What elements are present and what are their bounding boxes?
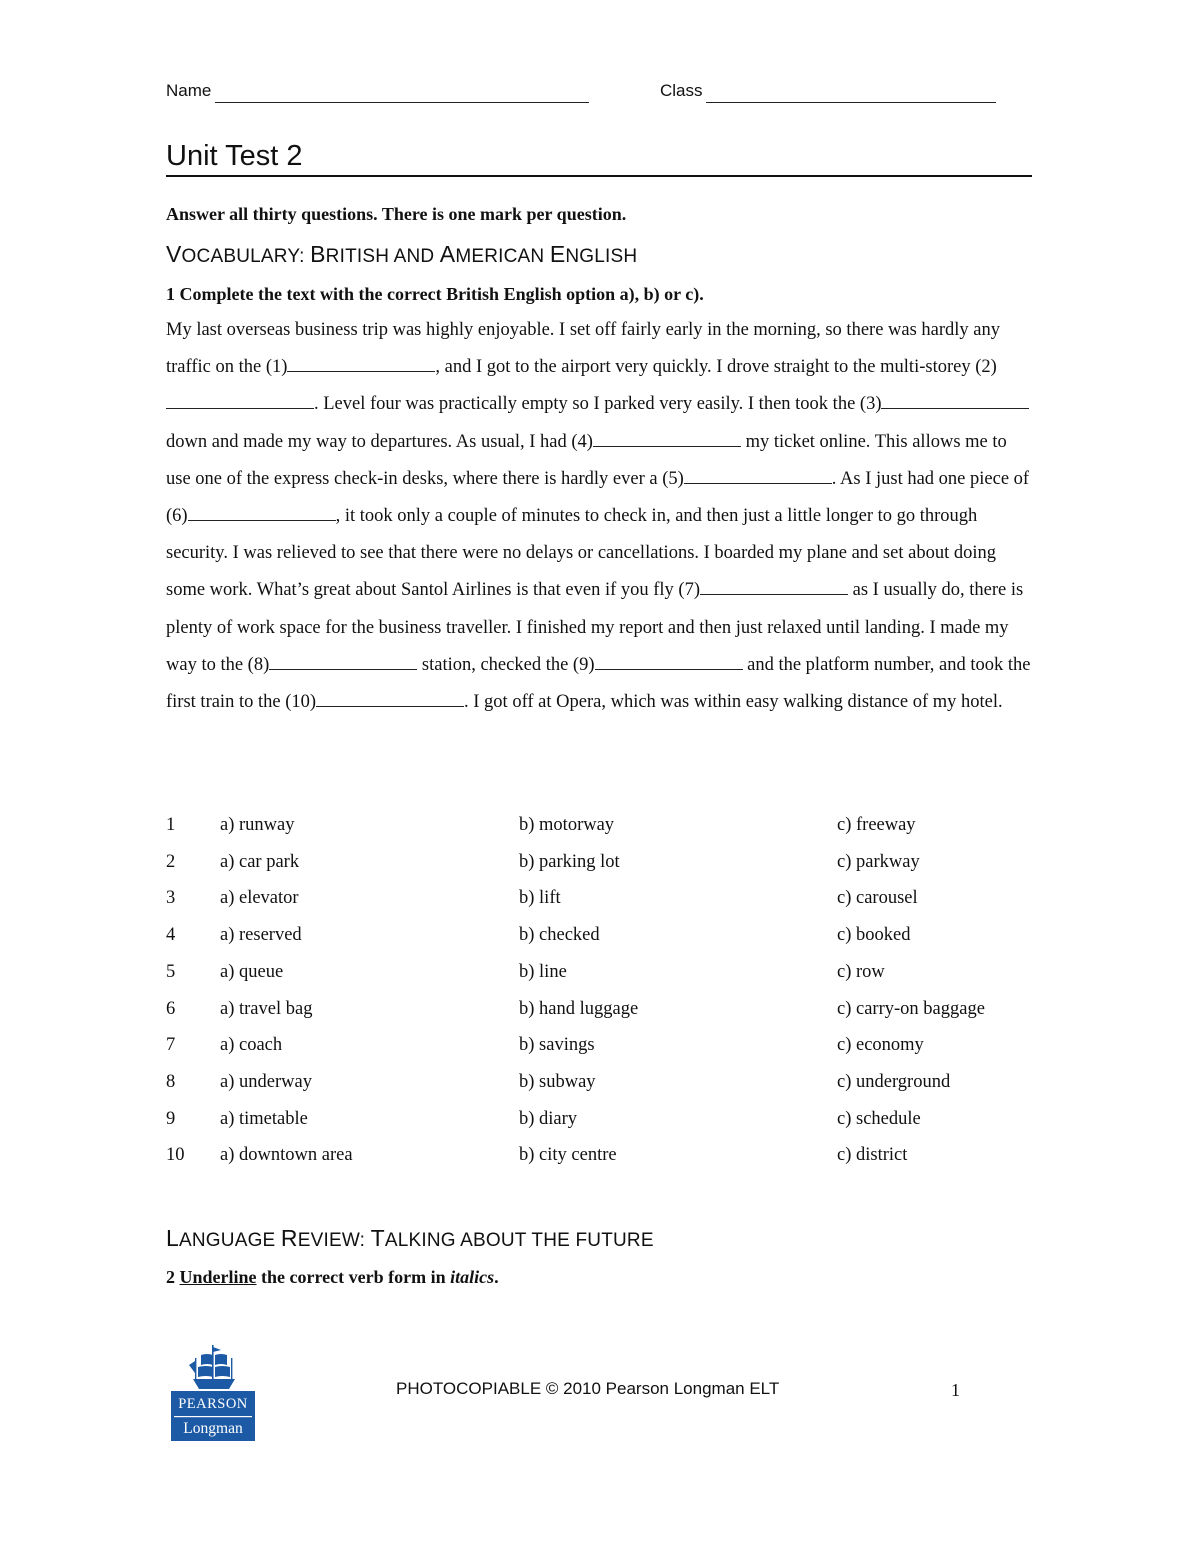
option-c[interactable]: c) carry-on baggage [837,998,985,1019]
option-c[interactable]: c) booked [837,925,911,946]
page-title: Unit Test 2 [166,140,303,172]
option-a[interactable]: a) car park [220,851,300,872]
question-number: 2 [166,851,176,872]
option-row [166,1033,1034,1057]
option-c[interactable]: c) economy [837,1035,924,1056]
option-c[interactable]: c) district [837,1145,908,1166]
section-2-heading: LANGUAGE REVIEW: TALKING ABOUT THE FUTURE [166,1225,654,1251]
name-field[interactable] [215,86,589,103]
option-b[interactable]: b) parking lot [519,851,620,872]
option-b[interactable]: b) motorway [519,815,615,835]
pearson-longman-logo [171,1343,255,1443]
option-b[interactable]: b) hand luggage [519,998,639,1019]
gap-fill-passage: My last overseas business trip was highly enjoyable. I set off fairly early in the morning, so there was hardly any traffic on the (1) , and I got to the airport very quickly. I drove straight to the multi-storey (2). Level four was practically empty so I parked very easily. I then took the (3) down and made my way to departures. As usual, I had (4) my ticket online. This allows me to use one of the express check-in desks, where there is hardly ever a (5) . As I just had one piece of (6) , it took only a couple of minutes to check in, and then just a little longer to go through security. I was relieved to see that there were no delays or cancellations. I boarded my plane and set about doing some work. What’s great about Santol Airlines is that even if you fly (7) as I usually do, there is plenty of work space for the business traveller. I finished my report and then just relaxed until landing. I made my way to the (8) station, checked the (9) and the platform number, and took the first train to the (10) . I got off at Opera, which was within easy walking distance of my hotel. [166,320,1031,713]
option-b[interactable]: b) savings [519,1035,595,1056]
option-c[interactable]: c) schedule [837,1108,921,1129]
gap-9-blank[interactable] [595,655,743,670]
option-c[interactable]: c) parkway [837,851,920,872]
option-a[interactable]: a) timetable [220,1108,308,1129]
option-row [166,1107,1034,1131]
gap-2-blank[interactable] [166,394,314,409]
option-a[interactable]: a) reserved [220,925,302,946]
task-1-instruction: 1 Complete the text with the correct British English option a), b) or c). [166,284,704,304]
class-label: Class [660,81,703,100]
option-b[interactable]: b) checked [519,925,600,946]
option-row [166,923,1034,947]
gap-8-blank[interactable] [269,655,417,670]
title-rule [166,175,1032,177]
option-b[interactable]: b) diary [519,1108,578,1129]
question-number: 9 [166,1108,176,1129]
gap-1-blank[interactable] [287,357,435,372]
question-number: 8 [166,1071,176,1092]
page-number: 1 [951,1380,960,1400]
question-number: 1 [166,815,176,835]
test-instructions: Answer all thirty questions. There is one mark per question. [166,204,627,224]
question-number: 3 [166,888,176,909]
option-a[interactable]: a) travel bag [220,998,313,1019]
section-1-heading: VOCABULARY: BRITISH AND AMERICAN ENGLISH [166,241,638,267]
option-row [166,850,1034,874]
question-number: 6 [166,998,176,1019]
option-row [166,960,1034,984]
option-b[interactable]: b) lift [519,888,561,909]
gap-7-blank[interactable] [700,580,848,595]
option-c[interactable]: c) row [837,961,885,982]
logo-longman-text: Longman [183,1420,243,1437]
option-a[interactable]: a) underway [220,1071,312,1092]
option-a[interactable]: a) downtown area [220,1145,353,1166]
option-row [166,886,1034,910]
option-row [166,997,1034,1021]
option-a[interactable]: a) elevator [220,888,299,909]
option-c[interactable]: c) carousel [837,888,918,909]
class-field[interactable] [706,86,996,103]
question-number: 7 [166,1035,176,1056]
logo-pearson-text: PEARSON [178,1396,248,1412]
option-b[interactable]: b) city centre [519,1145,617,1166]
option-b[interactable]: b) subway [519,1071,596,1092]
gap-6-blank[interactable] [188,506,336,521]
option-row [166,1070,1034,1094]
option-row [166,1143,1034,1167]
gap-3-blank[interactable] [881,394,1029,409]
question-number: 4 [166,925,176,946]
name-label: Name [166,81,212,100]
task-2-instruction: 2 Underline the correct verb form in italics. [166,1267,499,1287]
option-a[interactable]: a) runway [220,815,295,835]
option-b[interactable]: b) line [519,961,567,982]
options-table [166,813,1034,1183]
option-a[interactable]: a) coach [220,1035,283,1056]
gap-5-blank[interactable] [684,469,832,484]
option-c[interactable]: c) underground [837,1071,951,1092]
option-row [166,813,1034,837]
copyright-notice: PHOTOCOPIABLE © 2010 Pearson Longman ELT [396,1379,780,1398]
question-number: 5 [166,961,176,982]
option-c[interactable]: c) freeway [837,815,916,835]
gap-10-blank[interactable] [316,692,464,707]
gap-4-blank[interactable] [593,432,741,447]
question-number: 10 [166,1145,185,1166]
option-a[interactable]: a) queue [220,961,284,982]
